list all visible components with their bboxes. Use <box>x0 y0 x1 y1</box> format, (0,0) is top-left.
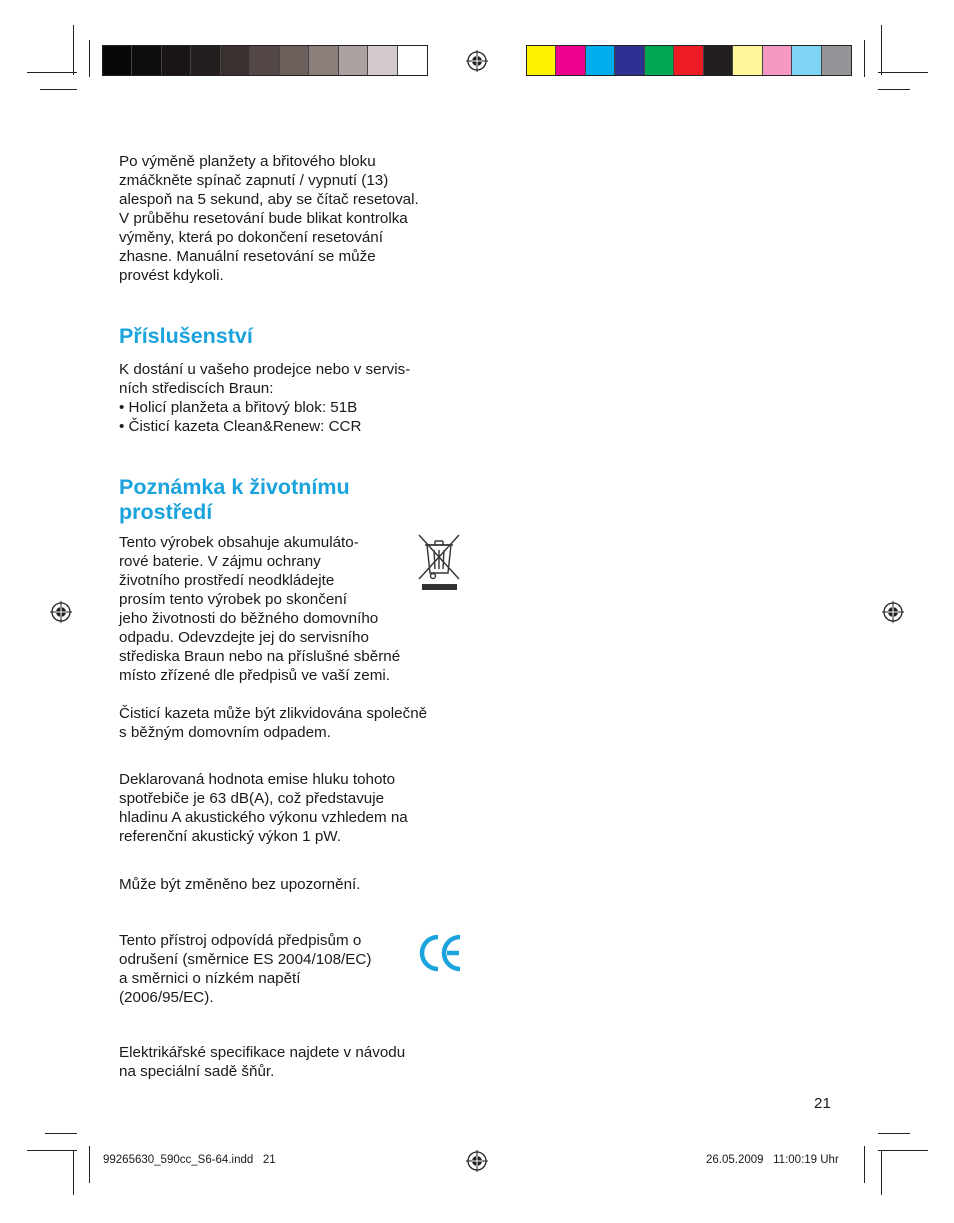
trim-mark <box>878 1133 910 1134</box>
trim-mark <box>864 1146 865 1183</box>
color-swatch <box>339 46 368 75</box>
registration-mark-icon <box>466 1150 488 1172</box>
ce-paragraph: Tento přístroj odpovídá předpisům o odrušení (směrnice ES 2004/108/EC) a směrnici o nízkém napětí (2006/95/EC). <box>119 932 372 1006</box>
color-swatch <box>674 46 703 75</box>
color-swatch <box>645 46 674 75</box>
color-swatch <box>556 46 585 75</box>
trim-mark <box>89 40 90 77</box>
color-swatch <box>280 46 309 75</box>
trim-mark <box>878 1150 928 1151</box>
color-swatch <box>615 46 644 75</box>
color-swatch <box>733 46 762 75</box>
footer-timestamp: 26.05.2009 11:00:19 Uhr <box>706 1154 839 1166</box>
crossed-out-wheelie-bin-icon <box>417 533 461 593</box>
color-swatch <box>527 46 556 75</box>
page-number: 21 <box>814 1095 831 1112</box>
environment-paragraph: Tento výrobek obsahuje akumuláto- rové baterie. V zájmu ochrany životního prostředí neodkládejte prosím tento výrobek po skončení jeho životnosti do běžného domovního odpadu. Odevzdejte jej do servisního střediska Braun nebo na příslušné sběrné místo zřízené dle předpisů ve vaší zemi. <box>119 534 401 684</box>
accessories-heading: Příslušenství <box>119 324 253 348</box>
registration-mark-icon <box>50 601 72 623</box>
footer-file-name: 99265630_590cc_S6-64.indd 21 <box>103 1154 276 1166</box>
color-swatch <box>822 46 851 75</box>
color-swatch <box>162 46 191 75</box>
accessories-item: • Holicí planžeta a břitový blok: 51B <box>119 399 358 416</box>
gray-calibration-bar <box>102 45 428 76</box>
trim-mark <box>878 72 928 73</box>
change-notice: Může být změněno bez upozornění. <box>119 876 361 893</box>
electrical-paragraph: Elektrikářské specifikace najdete v návodu na speciální sadě šňůr. <box>119 1044 406 1080</box>
environment-heading: Poznámka k životnímu prostředí <box>119 475 350 524</box>
reset-paragraph: Po výměně planžety a břitového bloku zmáčkněte spínač zapnutí / vypnutí (13) alespoň na 5 sekund, aby se čítač resetoval. V průběhu resetování bude blikat kontrolka výměny, která po dokončení resetování zhasne. Manuální resetování se může provést kdykoli. <box>119 153 419 284</box>
color-swatch <box>792 46 821 75</box>
trim-mark <box>881 25 882 75</box>
registration-mark-icon <box>466 50 488 72</box>
color-swatch <box>704 46 733 75</box>
color-swatch <box>586 46 615 75</box>
color-swatch <box>398 46 427 75</box>
trim-mark <box>73 1150 74 1195</box>
color-swatch <box>221 46 250 75</box>
trim-mark <box>89 1146 90 1183</box>
accessories-intro: K dostání u vašeho prodejce nebo v servis- ních střediscích Braun: <box>119 361 411 397</box>
trim-mark <box>27 72 77 73</box>
color-swatch <box>250 46 279 75</box>
color-swatch <box>309 46 338 75</box>
color-swatch <box>763 46 792 75</box>
cartridge-paragraph: Čisticí kazeta může být zlikvidována společně s běžným domovním odpadem. <box>119 705 428 741</box>
ce-mark-icon <box>418 932 464 974</box>
trim-mark <box>881 1150 882 1195</box>
registration-mark-icon <box>882 601 904 623</box>
trim-mark <box>40 89 77 90</box>
color-swatch <box>103 46 132 75</box>
noise-paragraph: Deklarovaná hodnota emise hluku tohoto spotřebiče je 63 dB(A), což představuje hladinu A akustického výkonu vzhledem na referenční akustický výkon 1 pW. <box>119 771 408 845</box>
trim-mark <box>73 25 74 75</box>
color-swatch <box>368 46 397 75</box>
trim-mark <box>27 1150 77 1151</box>
accessories-item: • Čisticí kazeta Clean&Renew: CCR <box>119 418 362 435</box>
trim-mark <box>45 1133 77 1134</box>
trim-mark <box>864 40 865 77</box>
color-swatch <box>191 46 220 75</box>
color-swatch <box>132 46 161 75</box>
trim-mark <box>878 89 910 90</box>
color-calibration-bar <box>526 45 852 76</box>
